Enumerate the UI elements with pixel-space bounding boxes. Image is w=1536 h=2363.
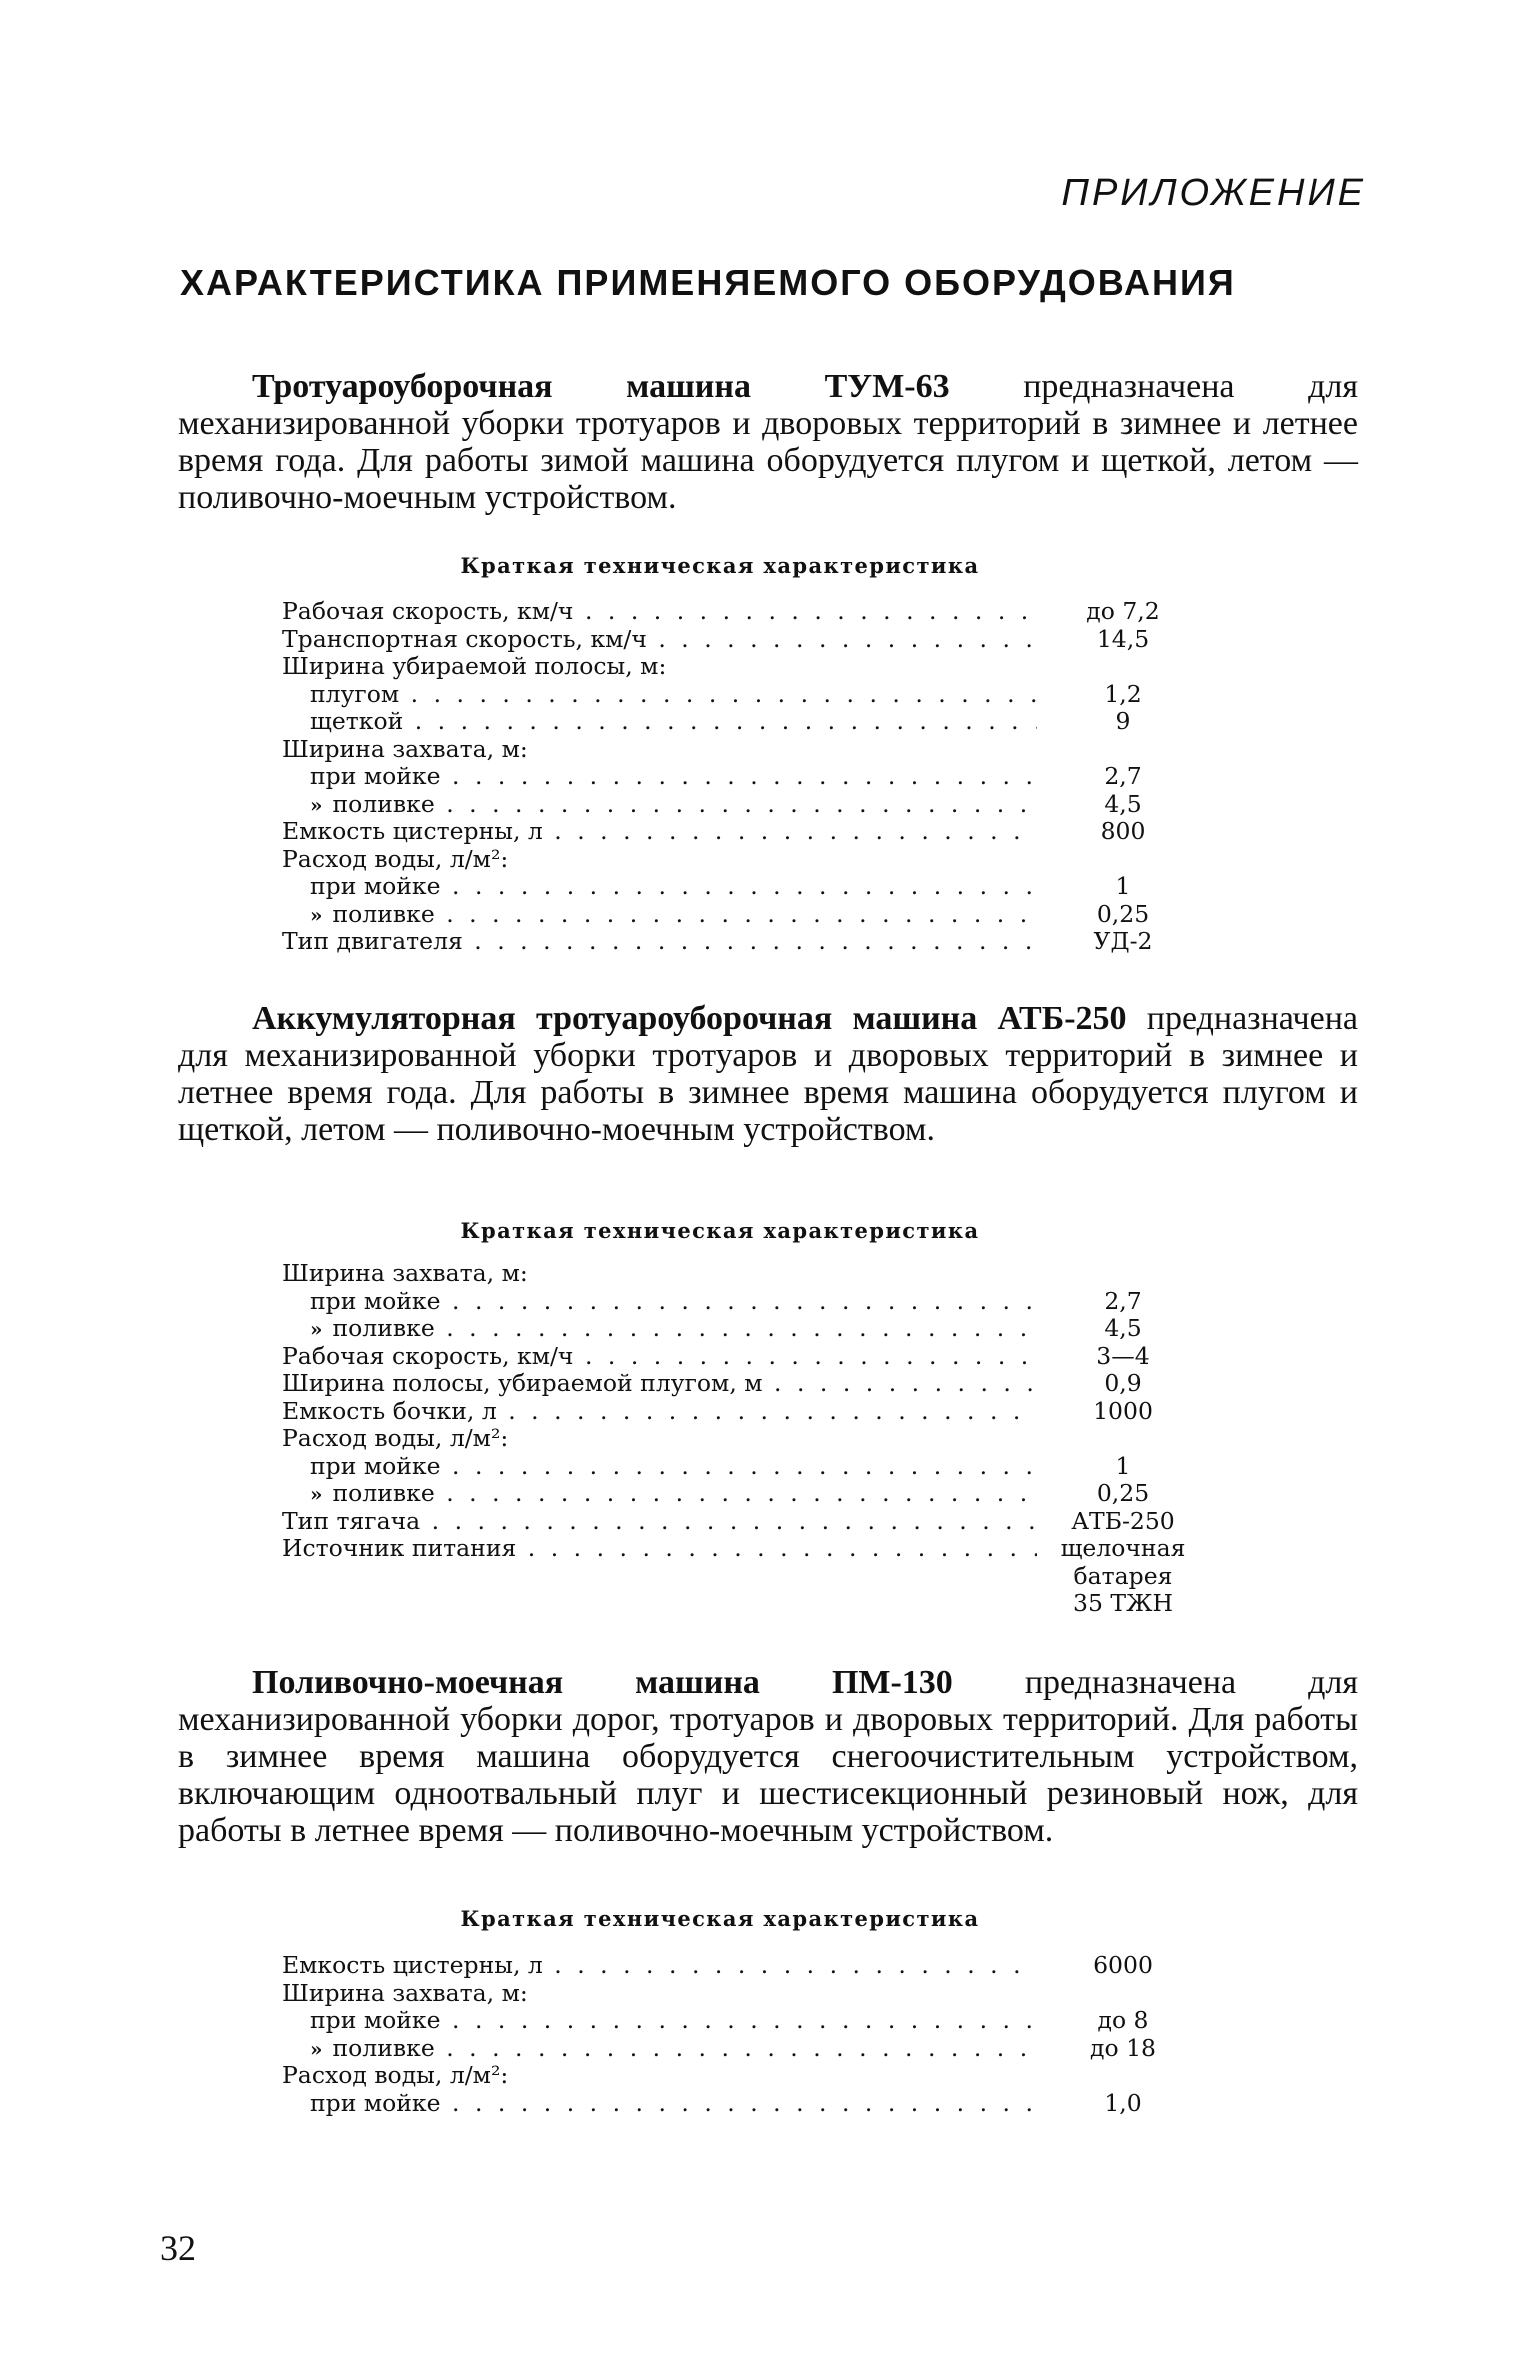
spec-row <box>282 1425 1222 1453</box>
spec-value: 14,5 <box>1096 624 1150 653</box>
spec-label: Рабочая скорость, км/ч . . . <box>282 1343 1037 1371</box>
section-2-spec-heading: Краткая техническая характеристика <box>460 1218 980 1243</box>
spec-label: при мойке . . . <box>282 763 1037 791</box>
spec-label: Ширина захвата, м: <box>282 1260 528 1287</box>
spec-label: Ширина полосы, убираемой плугом, м . . . <box>282 1370 1037 1398</box>
spec-value: до 18 <box>1090 2033 1156 2062</box>
spec-label: » поливке . . . <box>282 1480 1037 1509</box>
spec-label: Тип тягача . . . <box>282 1508 1037 1536</box>
spec-value: 800 <box>1100 817 1146 845</box>
spec-row <box>282 1508 1222 1536</box>
spec-row <box>282 1535 1222 1618</box>
spec-row <box>282 681 1222 709</box>
spec-value: 9 <box>1115 707 1131 735</box>
spec-row <box>282 2062 1222 2090</box>
section-3-description: предназначена для механизированной уборки дорог, тротуаров и дворовых территорий. Для работы в зимнее время машина оборудуется снегоочистительным устройством, включающим одноотвальный плуг и шестисекционный резиновый нож, для работы в летнее время — поливочно-моечным устройством. <box>178 1664 1358 1849</box>
spec-label: при мойке . . . <box>282 2090 1037 2118</box>
section-3-paragraph <box>178 1664 1358 1849</box>
spec-label: Ширина захвата, м: <box>282 1979 528 2007</box>
spec-value: 0,9 <box>1104 1369 1142 1397</box>
spec-row <box>282 1343 1222 1371</box>
spec-label: Ширина убираемой полосы, м: <box>282 653 667 680</box>
ditto-mark: » <box>310 1317 323 1341</box>
section-3-spec-heading: Краткая техническая характеристика <box>460 1906 980 1931</box>
section-2-paragraph <box>178 1000 1358 1148</box>
spec-row <box>282 1260 1222 1288</box>
spec-row <box>282 873 1222 901</box>
section-2-description: предназначена для механизированной уборки тротуаров и дворовых территорий в зимнее и летнее время года. Для работы в зимнее время машина оборудуется плугом и щеткой, летом — поливочно-моечным устройством. <box>178 1000 1359 1148</box>
ditto-mark: » <box>310 902 323 927</box>
spec-value: 6000 <box>1093 1951 1153 1979</box>
spec-value: 2,7 <box>1104 1286 1142 1315</box>
spec-value: 1 <box>1115 872 1131 900</box>
spec-value: 0,25 <box>1096 1479 1150 1507</box>
spec-value: 2,7 <box>1104 762 1142 790</box>
spec-label: » поливке . . . <box>282 2035 1037 2064</box>
spec-label: Емкость цистерны, л . . . <box>282 818 1037 846</box>
spec-label: » поливке . . . <box>282 791 1037 820</box>
spec-row <box>282 818 1222 846</box>
page-number: 32 <box>160 2228 196 2268</box>
ditto-mark: » <box>310 792 323 817</box>
appendix-label: ПРИЛОЖЕНИЕ <box>1061 172 1366 214</box>
spec-label: » поливке . . . <box>282 901 1037 930</box>
spec-label: Расход воды, л/м²: <box>282 1425 509 1452</box>
spec-row <box>282 1453 1222 1481</box>
spec-row <box>282 1980 1222 2008</box>
section-1-spec-table <box>282 598 1222 956</box>
spec-row <box>282 2090 1222 2118</box>
spec-value: 1,2 <box>1104 679 1142 708</box>
section-3-machine-name: Поливочно-моечная машина ПМ-130 <box>252 1664 953 1701</box>
spec-value: до 7,2 <box>1086 597 1160 625</box>
spec-value: АТБ-250 <box>1071 1506 1175 1535</box>
spec-row <box>282 1315 1222 1343</box>
spec-label: при мойке . . . <box>282 2007 1037 2035</box>
spec-row <box>282 653 1222 681</box>
spec-label: Расход воды, л/м²: <box>282 2062 509 2089</box>
spec-label: Расход воды, л/м²: <box>282 845 509 873</box>
spec-value: 3—4 <box>1096 1341 1150 1370</box>
spec-value: 1,0 <box>1104 2088 1142 2117</box>
section-2-spec-table <box>282 1260 1222 1618</box>
spec-label: плугом . . . <box>282 681 1037 709</box>
spec-row <box>282 928 1222 956</box>
spec-row <box>282 846 1222 874</box>
spec-row <box>282 901 1222 929</box>
spec-row <box>282 1398 1222 1426</box>
spec-row <box>282 1480 1222 1508</box>
section-3-spec-table <box>282 1952 1222 2117</box>
spec-label: щеткой . . . <box>282 708 1037 736</box>
section-1-description: предназначена для механизированной уборки тротуаров и дворовых территорий в зимнее и летнее время года. Для работы зимой машина оборудуется плугом и щеткой, летом — поливочно-моечным устройством. <box>178 368 1358 516</box>
spec-row <box>282 598 1222 626</box>
spec-row <box>282 1370 1222 1398</box>
spec-row <box>282 2007 1222 2035</box>
spec-label: Ширина захвата, м: <box>282 735 528 763</box>
spec-value: 0,25 <box>1096 899 1150 928</box>
spec-label: Емкость бочки, л . . . <box>282 1398 1037 1426</box>
section-1-paragraph <box>178 368 1358 516</box>
spec-row <box>282 2035 1222 2063</box>
spec-row <box>282 763 1222 791</box>
spec-row <box>282 1288 1222 1316</box>
spec-label: Тип двигателя . . . <box>282 928 1037 956</box>
spec-value: 4,5 <box>1104 1314 1142 1342</box>
spec-row <box>282 791 1222 819</box>
spec-value: щелочная батарея 35 ТЖН <box>1060 1534 1186 1617</box>
spec-label: при мойке . . . <box>282 1288 1037 1316</box>
section-1-machine-name: Тротуароуборочная машина ТУМ-63 <box>252 368 950 405</box>
spec-label: Емкость цистерны, л . . . <box>282 1952 1037 1980</box>
spec-label: Транспортная скорость, км/ч . . . <box>282 626 1037 654</box>
spec-value: до 8 <box>1097 2006 1149 2034</box>
spec-label: Источник питания . . . <box>282 1535 1037 1563</box>
spec-label: при мойке . . . <box>282 1453 1037 1481</box>
spec-row <box>282 708 1222 736</box>
spec-value: 1000 <box>1093 1396 1153 1425</box>
page-title: ХАРАКТЕРИСТИКА ПРИМЕНЯЕМОГО ОБОРУДОВАНИЯ <box>180 262 1236 303</box>
section-2-machine-name: Аккумуляторная тротуароуборочная машина АТБ-250 <box>252 1000 1127 1037</box>
spec-row <box>282 736 1222 764</box>
section-1-spec-heading: Краткая техническая характеристика <box>460 553 980 578</box>
spec-row <box>282 1952 1222 1980</box>
spec-value: УД-2 <box>1093 927 1153 955</box>
spec-label: » поливке . . . <box>282 1315 1037 1344</box>
spec-row <box>282 626 1222 654</box>
ditto-mark: » <box>310 2036 323 2061</box>
spec-value: 1 <box>1115 1451 1131 1480</box>
spec-label: при мойке . . . <box>282 873 1037 901</box>
spec-label: Рабочая скорость, км/ч . . . <box>282 598 1037 626</box>
ditto-mark: » <box>310 1482 323 1506</box>
spec-value: 4,5 <box>1104 789 1142 818</box>
